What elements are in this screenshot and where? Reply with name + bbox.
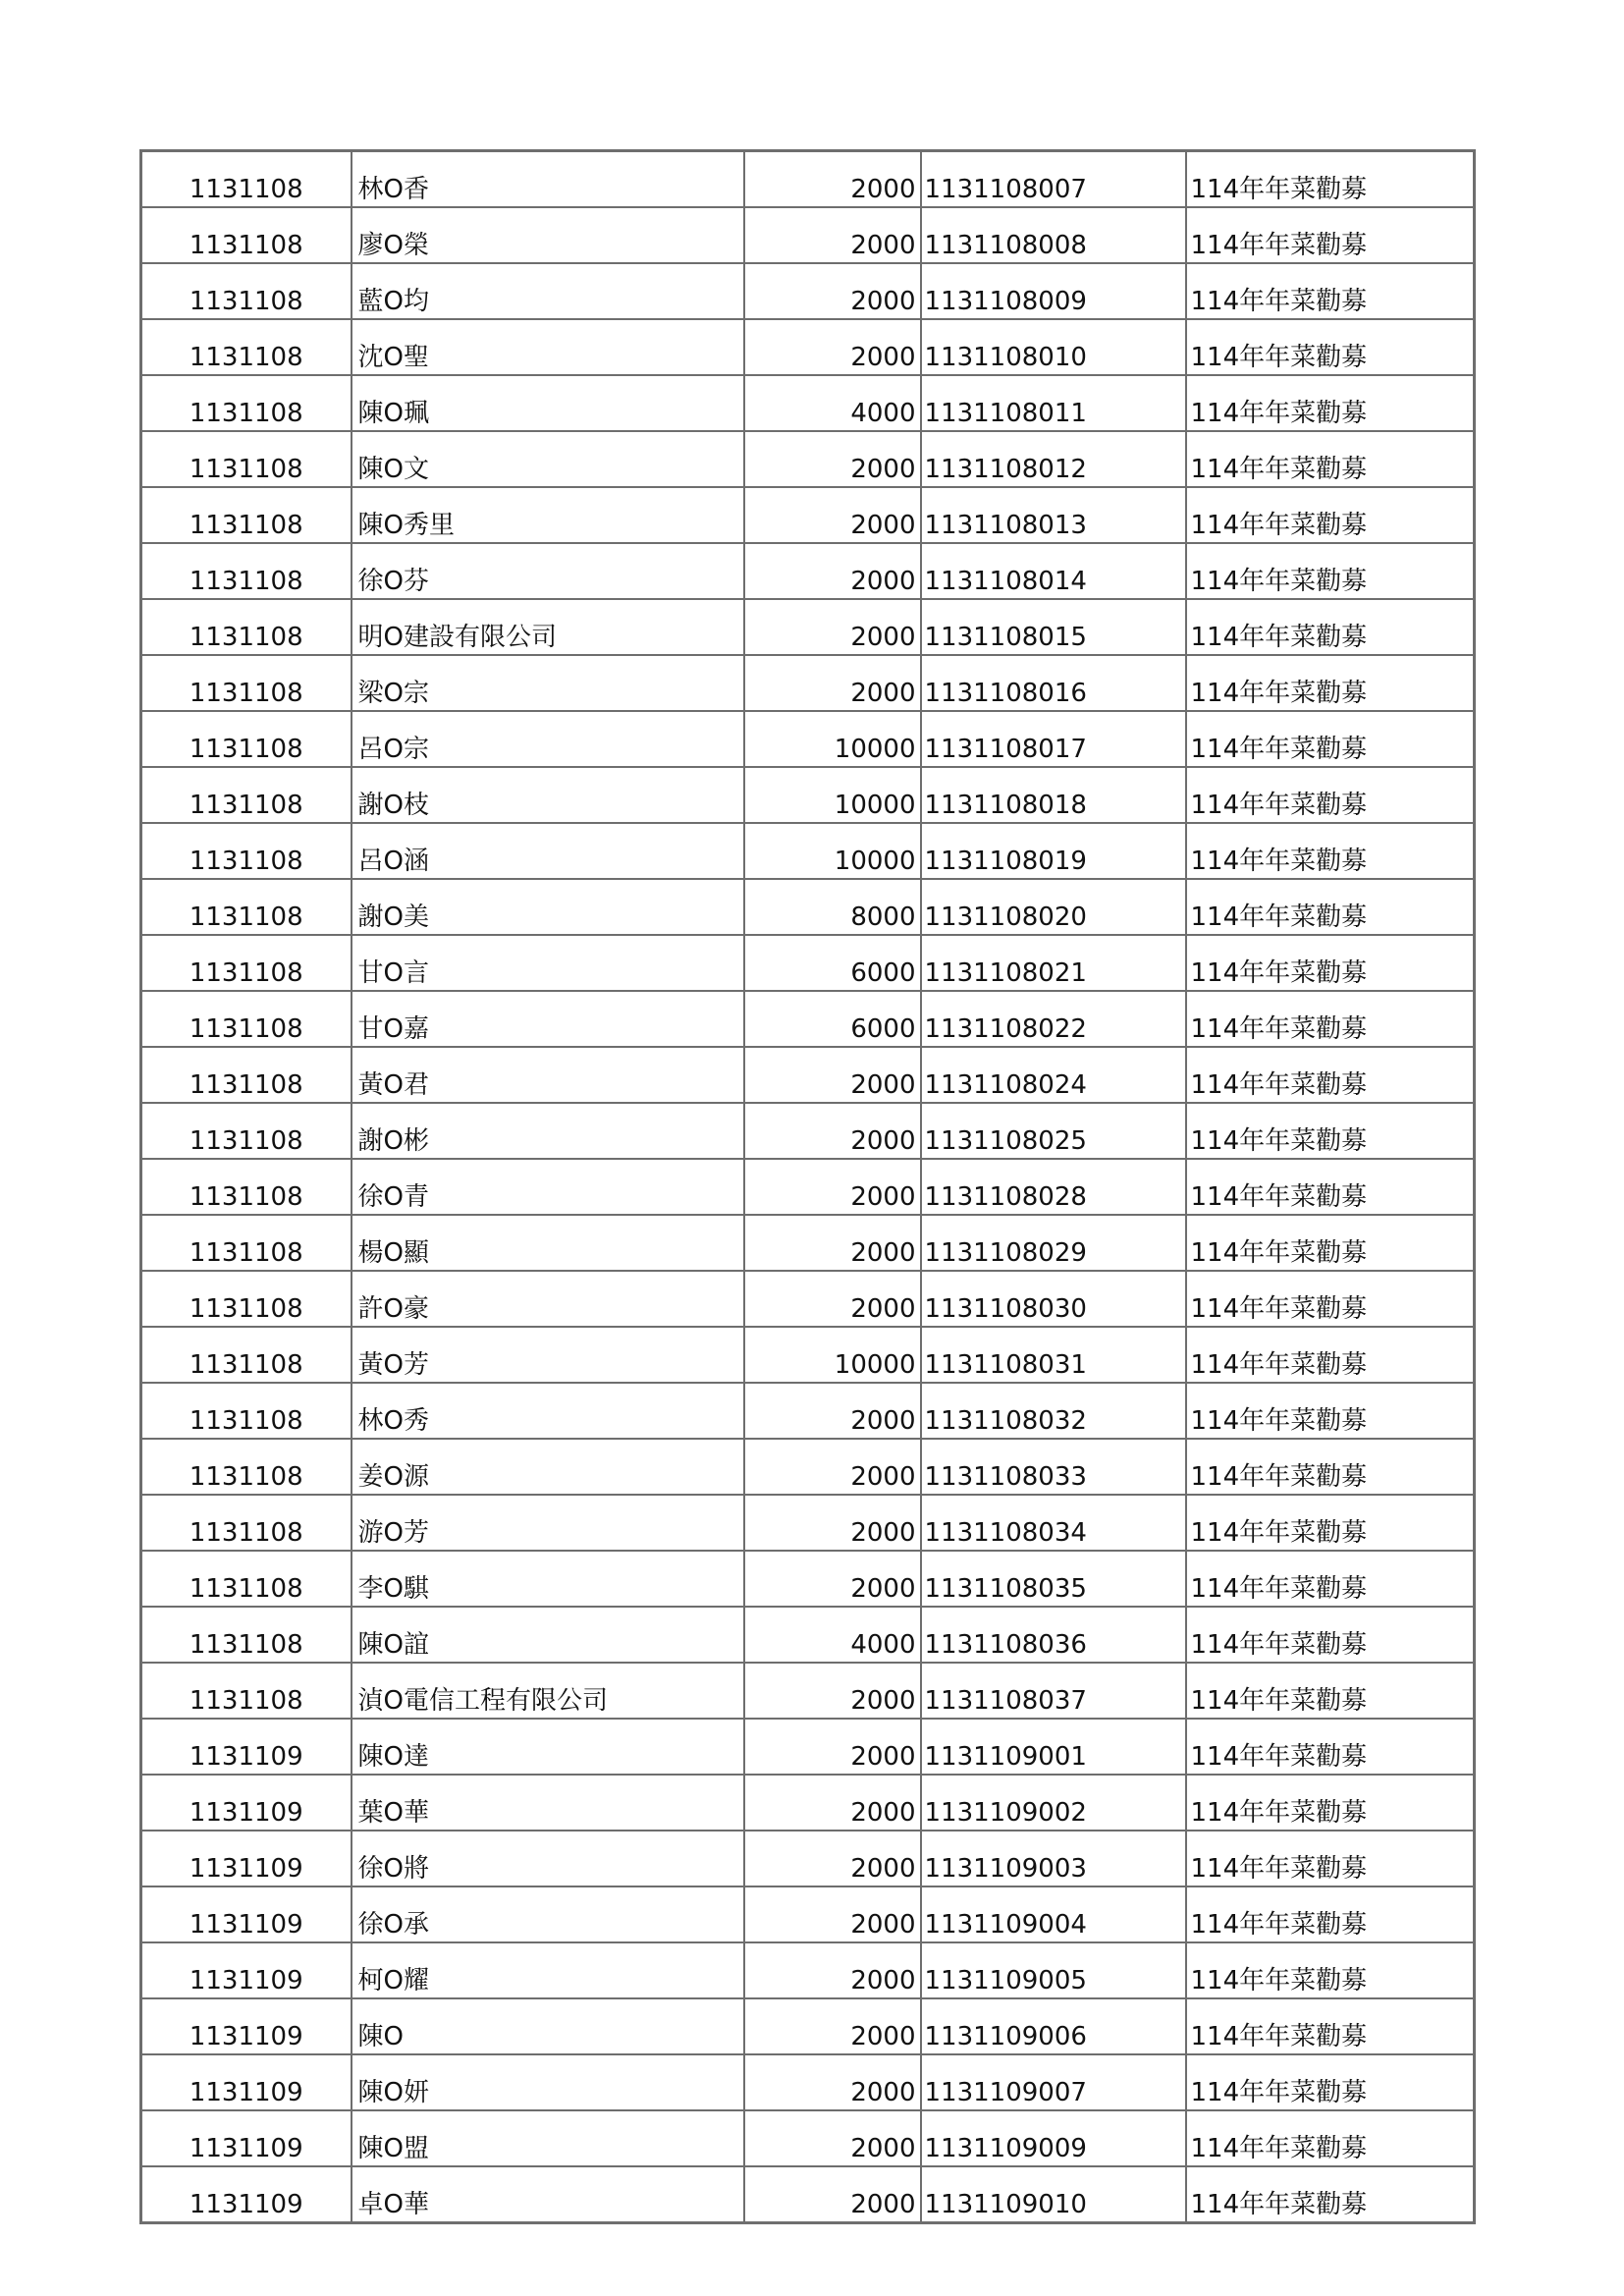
table-row bbox=[141, 1886, 1475, 1942]
donor-name-cell: 沈O聖 bbox=[352, 319, 744, 375]
donor-name-cell: 李O騏 bbox=[352, 1551, 744, 1607]
receipt-number-cell: 1131109007 bbox=[921, 2054, 1186, 2110]
date-cell: 1131108 bbox=[141, 1271, 352, 1327]
receipt-number-cell: 1131108007 bbox=[921, 151, 1186, 208]
date-cell: 1131108 bbox=[141, 487, 352, 543]
date-cell: 1131108 bbox=[141, 935, 352, 991]
purpose-cell: 114年年菜勸募 bbox=[1186, 375, 1475, 431]
amount-cell: 4000 bbox=[744, 1607, 921, 1663]
amount-cell: 2000 bbox=[744, 319, 921, 375]
donor-name-cell: 陳O bbox=[352, 1998, 744, 2054]
date-cell: 1131109 bbox=[141, 1831, 352, 1886]
donor-name-cell: 徐O承 bbox=[352, 1886, 744, 1942]
table-row bbox=[141, 543, 1475, 599]
date-cell: 1131109 bbox=[141, 2054, 352, 2110]
amount-cell: 2000 bbox=[744, 1998, 921, 2054]
table-row bbox=[141, 1607, 1475, 1663]
receipt-number-cell: 1131109006 bbox=[921, 1998, 1186, 2054]
date-cell: 1131108 bbox=[141, 655, 352, 711]
table-row bbox=[141, 879, 1475, 935]
amount-cell: 2000 bbox=[744, 1103, 921, 1159]
purpose-cell: 114年年菜勸募 bbox=[1186, 207, 1475, 263]
date-cell: 1131109 bbox=[141, 1998, 352, 2054]
receipt-number-cell: 1131108035 bbox=[921, 1551, 1186, 1607]
receipt-number-cell: 1131109004 bbox=[921, 1886, 1186, 1942]
receipt-number-cell: 1131108024 bbox=[921, 1047, 1186, 1103]
donor-name-cell: 湞O電信工程有限公司 bbox=[352, 1663, 744, 1719]
purpose-cell: 114年年菜勸募 bbox=[1186, 2054, 1475, 2110]
donor-name-cell: 謝O枝 bbox=[352, 767, 744, 823]
date-cell: 1131108 bbox=[141, 1439, 352, 1495]
amount-cell: 2000 bbox=[744, 599, 921, 655]
date-cell: 1131108 bbox=[141, 599, 352, 655]
amount-cell: 8000 bbox=[744, 879, 921, 935]
purpose-cell: 114年年菜勸募 bbox=[1186, 319, 1475, 375]
purpose-cell: 114年年菜勸募 bbox=[1186, 2166, 1475, 2223]
purpose-cell: 114年年菜勸募 bbox=[1186, 1719, 1475, 1775]
donor-name-cell: 陳O文 bbox=[352, 431, 744, 487]
table-row bbox=[141, 1831, 1475, 1886]
donor-name-cell: 許O豪 bbox=[352, 1271, 744, 1327]
table-row bbox=[141, 1103, 1475, 1159]
receipt-number-cell: 1131109009 bbox=[921, 2110, 1186, 2166]
amount-cell: 2000 bbox=[744, 1215, 921, 1271]
amount-cell: 2000 bbox=[744, 543, 921, 599]
date-cell: 1131108 bbox=[141, 263, 352, 319]
purpose-cell: 114年年菜勸募 bbox=[1186, 935, 1475, 991]
donor-name-cell: 柯O耀 bbox=[352, 1942, 744, 1998]
receipt-number-cell: 1131108030 bbox=[921, 1271, 1186, 1327]
donation-table bbox=[139, 149, 1476, 2224]
donor-name-cell: 廖O榮 bbox=[352, 207, 744, 263]
purpose-cell: 114年年菜勸募 bbox=[1186, 1551, 1475, 1607]
table-row bbox=[141, 2054, 1475, 2110]
amount-cell: 2000 bbox=[744, 487, 921, 543]
receipt-number-cell: 1131108018 bbox=[921, 767, 1186, 823]
amount-cell: 2000 bbox=[744, 2166, 921, 2223]
purpose-cell: 114年年菜勸募 bbox=[1186, 1047, 1475, 1103]
purpose-cell: 114年年菜勸募 bbox=[1186, 2110, 1475, 2166]
amount-cell: 2000 bbox=[744, 1551, 921, 1607]
donor-name-cell: 明O建設有限公司 bbox=[352, 599, 744, 655]
table-row bbox=[141, 599, 1475, 655]
donor-name-cell: 徐O芬 bbox=[352, 543, 744, 599]
receipt-number-cell: 1131108010 bbox=[921, 319, 1186, 375]
date-cell: 1131109 bbox=[141, 1719, 352, 1775]
purpose-cell: 114年年菜勸募 bbox=[1186, 1607, 1475, 1663]
receipt-number-cell: 1131108019 bbox=[921, 823, 1186, 879]
purpose-cell: 114年年菜勸募 bbox=[1186, 1159, 1475, 1215]
table-row bbox=[141, 1215, 1475, 1271]
table-row bbox=[141, 375, 1475, 431]
date-cell: 1131108 bbox=[141, 711, 352, 767]
amount-cell: 2000 bbox=[744, 1886, 921, 1942]
receipt-number-cell: 1131108029 bbox=[921, 1215, 1186, 1271]
receipt-number-cell: 1131108008 bbox=[921, 207, 1186, 263]
receipt-number-cell: 1131109005 bbox=[921, 1942, 1186, 1998]
table-row bbox=[141, 767, 1475, 823]
receipt-number-cell: 1131109003 bbox=[921, 1831, 1186, 1886]
receipt-number-cell: 1131108033 bbox=[921, 1439, 1186, 1495]
amount-cell: 2000 bbox=[744, 1383, 921, 1439]
receipt-number-cell: 1131109001 bbox=[921, 1719, 1186, 1775]
receipt-number-cell: 1131108011 bbox=[921, 375, 1186, 431]
amount-cell: 4000 bbox=[744, 375, 921, 431]
purpose-cell: 114年年菜勸募 bbox=[1186, 487, 1475, 543]
purpose-cell: 114年年菜勸募 bbox=[1186, 823, 1475, 879]
amount-cell: 2000 bbox=[744, 1831, 921, 1886]
table-row bbox=[141, 207, 1475, 263]
table-row bbox=[141, 319, 1475, 375]
table-row bbox=[141, 1998, 1475, 2054]
donor-name-cell: 游O芳 bbox=[352, 1495, 744, 1551]
receipt-number-cell: 1131108016 bbox=[921, 655, 1186, 711]
table-row bbox=[141, 935, 1475, 991]
receipt-number-cell: 1131109010 bbox=[921, 2166, 1186, 2223]
purpose-cell: 114年年菜勸募 bbox=[1186, 599, 1475, 655]
date-cell: 1131109 bbox=[141, 2110, 352, 2166]
date-cell: 1131108 bbox=[141, 375, 352, 431]
donor-name-cell: 徐O將 bbox=[352, 1831, 744, 1886]
table-row bbox=[141, 431, 1475, 487]
donor-name-cell: 林O香 bbox=[352, 151, 744, 208]
donor-name-cell: 卓O華 bbox=[352, 2166, 744, 2223]
receipt-number-cell: 1131108015 bbox=[921, 599, 1186, 655]
donor-name-cell: 姜O源 bbox=[352, 1439, 744, 1495]
table-row bbox=[141, 263, 1475, 319]
table-row bbox=[141, 991, 1475, 1047]
receipt-number-cell: 1131109002 bbox=[921, 1775, 1186, 1831]
date-cell: 1131109 bbox=[141, 1775, 352, 1831]
receipt-number-cell: 1131108022 bbox=[921, 991, 1186, 1047]
amount-cell: 2000 bbox=[744, 1719, 921, 1775]
table-row bbox=[141, 1439, 1475, 1495]
table-row bbox=[141, 1383, 1475, 1439]
purpose-cell: 114年年菜勸募 bbox=[1186, 1998, 1475, 2054]
donor-name-cell: 呂O涵 bbox=[352, 823, 744, 879]
table-row bbox=[141, 1271, 1475, 1327]
amount-cell: 2000 bbox=[744, 207, 921, 263]
amount-cell: 2000 bbox=[744, 1775, 921, 1831]
amount-cell: 10000 bbox=[744, 767, 921, 823]
table-body bbox=[141, 151, 1475, 2223]
amount-cell: 2000 bbox=[744, 2054, 921, 2110]
amount-cell: 2000 bbox=[744, 1271, 921, 1327]
purpose-cell: 114年年菜勸募 bbox=[1186, 263, 1475, 319]
amount-cell: 2000 bbox=[744, 2110, 921, 2166]
donor-name-cell: 甘O言 bbox=[352, 935, 744, 991]
purpose-cell: 114年年菜勸募 bbox=[1186, 767, 1475, 823]
donor-name-cell: 陳O珮 bbox=[352, 375, 744, 431]
table-row bbox=[141, 2166, 1475, 2223]
table-row bbox=[141, 1495, 1475, 1551]
table-row bbox=[141, 711, 1475, 767]
purpose-cell: 114年年菜勸募 bbox=[1186, 1886, 1475, 1942]
date-cell: 1131108 bbox=[141, 1047, 352, 1103]
table-row bbox=[141, 655, 1475, 711]
table-row bbox=[141, 1327, 1475, 1383]
date-cell: 1131108 bbox=[141, 1607, 352, 1663]
receipt-number-cell: 1131108012 bbox=[921, 431, 1186, 487]
amount-cell: 2000 bbox=[744, 1047, 921, 1103]
amount-cell: 2000 bbox=[744, 151, 921, 208]
amount-cell: 10000 bbox=[744, 1327, 921, 1383]
date-cell: 1131108 bbox=[141, 1551, 352, 1607]
donor-name-cell: 陳O盟 bbox=[352, 2110, 744, 2166]
donor-name-cell: 梁O宗 bbox=[352, 655, 744, 711]
purpose-cell: 114年年菜勸募 bbox=[1186, 1495, 1475, 1551]
table-row bbox=[141, 1775, 1475, 1831]
date-cell: 1131109 bbox=[141, 2166, 352, 2223]
purpose-cell: 114年年菜勸募 bbox=[1186, 1327, 1475, 1383]
purpose-cell: 114年年菜勸募 bbox=[1186, 711, 1475, 767]
receipt-number-cell: 1131108025 bbox=[921, 1103, 1186, 1159]
date-cell: 1131108 bbox=[141, 151, 352, 208]
amount-cell: 2000 bbox=[744, 1663, 921, 1719]
receipt-number-cell: 1131108034 bbox=[921, 1495, 1186, 1551]
receipt-number-cell: 1131108032 bbox=[921, 1383, 1186, 1439]
table-row bbox=[141, 487, 1475, 543]
purpose-cell: 114年年菜勸募 bbox=[1186, 543, 1475, 599]
date-cell: 1131108 bbox=[141, 991, 352, 1047]
amount-cell: 2000 bbox=[744, 1942, 921, 1998]
receipt-number-cell: 1131108009 bbox=[921, 263, 1186, 319]
date-cell: 1131108 bbox=[141, 879, 352, 935]
table-row bbox=[141, 151, 1475, 208]
table-row bbox=[141, 1719, 1475, 1775]
date-cell: 1131109 bbox=[141, 1942, 352, 1998]
amount-cell: 2000 bbox=[744, 1159, 921, 1215]
donor-name-cell: 陳O達 bbox=[352, 1719, 744, 1775]
date-cell: 1131108 bbox=[141, 431, 352, 487]
date-cell: 1131108 bbox=[141, 1215, 352, 1271]
amount-cell: 2000 bbox=[744, 1439, 921, 1495]
table-row bbox=[141, 1047, 1475, 1103]
date-cell: 1131108 bbox=[141, 1495, 352, 1551]
purpose-cell: 114年年菜勸募 bbox=[1186, 1103, 1475, 1159]
donor-name-cell: 謝O彬 bbox=[352, 1103, 744, 1159]
amount-cell: 2000 bbox=[744, 655, 921, 711]
amount-cell: 6000 bbox=[744, 935, 921, 991]
purpose-cell: 114年年菜勸募 bbox=[1186, 151, 1475, 208]
amount-cell: 2000 bbox=[744, 1495, 921, 1551]
date-cell: 1131108 bbox=[141, 207, 352, 263]
donor-name-cell: 藍O均 bbox=[352, 263, 744, 319]
donor-name-cell: 陳O妍 bbox=[352, 2054, 744, 2110]
date-cell: 1131108 bbox=[141, 1663, 352, 1719]
receipt-number-cell: 1131108036 bbox=[921, 1607, 1186, 1663]
date-cell: 1131108 bbox=[141, 767, 352, 823]
donor-name-cell: 楊O顯 bbox=[352, 1215, 744, 1271]
purpose-cell: 114年年菜勸募 bbox=[1186, 1271, 1475, 1327]
purpose-cell: 114年年菜勸募 bbox=[1186, 1663, 1475, 1719]
receipt-number-cell: 1131108020 bbox=[921, 879, 1186, 935]
purpose-cell: 114年年菜勸募 bbox=[1186, 1215, 1475, 1271]
receipt-number-cell: 1131108014 bbox=[921, 543, 1186, 599]
amount-cell: 6000 bbox=[744, 991, 921, 1047]
donor-name-cell: 黃O君 bbox=[352, 1047, 744, 1103]
amount-cell: 2000 bbox=[744, 263, 921, 319]
purpose-cell: 114年年菜勸募 bbox=[1186, 1439, 1475, 1495]
receipt-number-cell: 1131108037 bbox=[921, 1663, 1186, 1719]
date-cell: 1131108 bbox=[141, 823, 352, 879]
date-cell: 1131108 bbox=[141, 319, 352, 375]
receipt-number-cell: 1131108031 bbox=[921, 1327, 1186, 1383]
table-row bbox=[141, 1942, 1475, 1998]
purpose-cell: 114年年菜勸募 bbox=[1186, 431, 1475, 487]
amount-cell: 2000 bbox=[744, 431, 921, 487]
date-cell: 1131108 bbox=[141, 1159, 352, 1215]
receipt-number-cell: 1131108013 bbox=[921, 487, 1186, 543]
purpose-cell: 114年年菜勸募 bbox=[1186, 655, 1475, 711]
donor-name-cell: 黃O芳 bbox=[352, 1327, 744, 1383]
purpose-cell: 114年年菜勸募 bbox=[1186, 1775, 1475, 1831]
table-row bbox=[141, 1663, 1475, 1719]
purpose-cell: 114年年菜勸募 bbox=[1186, 1942, 1475, 1998]
purpose-cell: 114年年菜勸募 bbox=[1186, 1383, 1475, 1439]
receipt-number-cell: 1131108021 bbox=[921, 935, 1186, 991]
donor-name-cell: 呂O宗 bbox=[352, 711, 744, 767]
date-cell: 1131108 bbox=[141, 1103, 352, 1159]
purpose-cell: 114年年菜勸募 bbox=[1186, 879, 1475, 935]
donor-name-cell: 徐O青 bbox=[352, 1159, 744, 1215]
donor-name-cell: 甘O嘉 bbox=[352, 991, 744, 1047]
purpose-cell: 114年年菜勸募 bbox=[1186, 991, 1475, 1047]
amount-cell: 10000 bbox=[744, 711, 921, 767]
date-cell: 1131109 bbox=[141, 1886, 352, 1942]
receipt-number-cell: 1131108017 bbox=[921, 711, 1186, 767]
donor-name-cell: 葉O華 bbox=[352, 1775, 744, 1831]
donor-name-cell: 陳O秀里 bbox=[352, 487, 744, 543]
receipt-number-cell: 1131108028 bbox=[921, 1159, 1186, 1215]
table-row bbox=[141, 1159, 1475, 1215]
date-cell: 1131108 bbox=[141, 543, 352, 599]
table-row bbox=[141, 1551, 1475, 1607]
amount-cell: 10000 bbox=[744, 823, 921, 879]
donor-name-cell: 謝O美 bbox=[352, 879, 744, 935]
date-cell: 1131108 bbox=[141, 1327, 352, 1383]
table-row bbox=[141, 2110, 1475, 2166]
purpose-cell: 114年年菜勸募 bbox=[1186, 1831, 1475, 1886]
date-cell: 1131108 bbox=[141, 1383, 352, 1439]
donor-name-cell: 陳O誼 bbox=[352, 1607, 744, 1663]
table-row bbox=[141, 823, 1475, 879]
donor-name-cell: 林O秀 bbox=[352, 1383, 744, 1439]
